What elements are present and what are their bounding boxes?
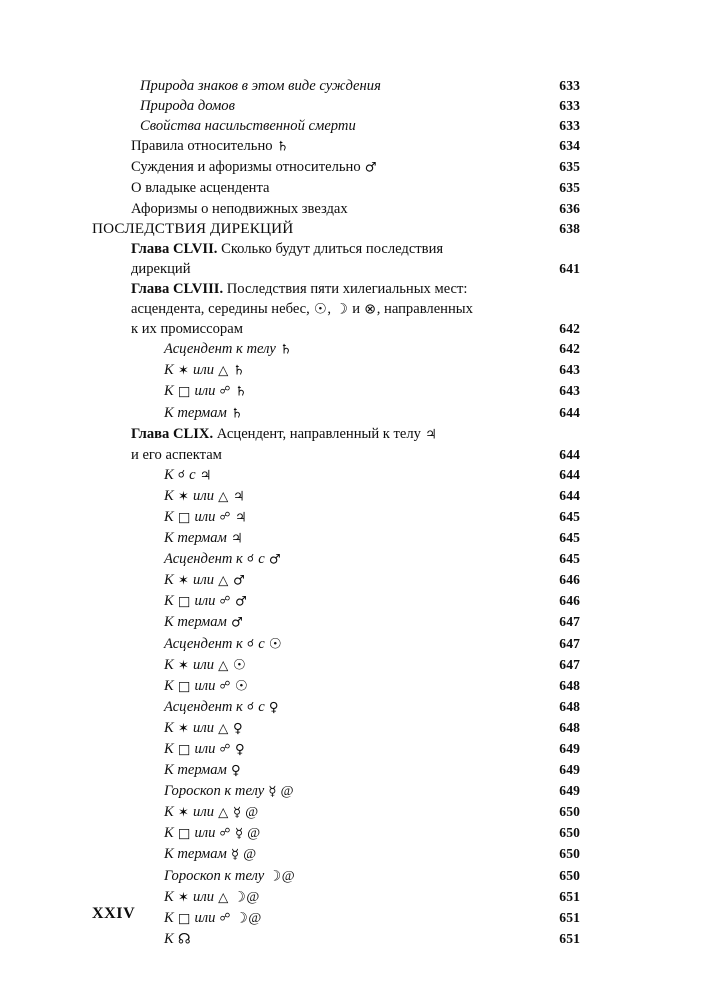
astro-glyph: ♄ xyxy=(232,363,245,379)
toc-entry[interactable] xyxy=(92,528,580,549)
astro-glyph: ♄ xyxy=(276,139,289,155)
toc-entry[interactable] xyxy=(92,116,580,136)
toc-entry[interactable] xyxy=(92,157,580,178)
toc-entry-label: Асцендент к ☌ с ♂ xyxy=(164,549,281,570)
toc-page-number: 645 xyxy=(559,530,580,546)
astro-glyph: △ xyxy=(218,363,229,379)
astro-glyph: △ xyxy=(218,573,229,589)
astro-glyph: @ xyxy=(243,847,257,863)
page-folio: XXIV xyxy=(92,905,136,922)
astro-glyph: ☉ xyxy=(234,678,248,695)
astro-glyph: □ xyxy=(177,679,191,695)
toc-page-number: 644 xyxy=(559,466,580,482)
toc-page-number: 645 xyxy=(559,551,580,567)
toc-entry-label: Афоризмы о неподвижных звездах xyxy=(131,200,348,217)
toc-page-number: 633 xyxy=(559,98,580,114)
toc-page-number: 643 xyxy=(559,362,580,378)
astro-glyph: □ xyxy=(177,510,191,526)
toc-entry[interactable] xyxy=(92,381,580,402)
toc-entry[interactable] xyxy=(92,486,580,507)
toc-page-number: 646 xyxy=(559,593,580,609)
astro-glyph: @ xyxy=(248,910,262,926)
toc-entry-label: Суждения и афоризмы относительно ♂ xyxy=(131,157,377,178)
toc-entry-label: Глава CLVII. Сколько будут длиться последствия xyxy=(131,240,444,257)
astro-glyph: ✶ xyxy=(177,363,189,379)
astro-glyph: ♃ xyxy=(199,468,212,484)
astro-glyph: ♂ xyxy=(364,160,377,176)
astro-glyph: ☽ xyxy=(234,910,248,927)
toc-entry-label: Асцендент к ☌ с ♀ xyxy=(164,697,279,718)
astro-glyph: ☊ xyxy=(177,931,191,948)
toc-entry[interactable] xyxy=(92,929,580,949)
astro-glyph: ☉ xyxy=(268,636,282,653)
astro-glyph: @ xyxy=(246,889,260,905)
toc-entry[interactable] xyxy=(92,802,580,823)
toc-entry[interactable] xyxy=(92,866,580,887)
astro-glyph: △ xyxy=(218,805,229,821)
toc-page-number: 647 xyxy=(559,614,580,630)
toc-entry[interactable] xyxy=(92,760,580,781)
toc-page-number: 649 xyxy=(559,741,580,756)
toc-entry-label: Глава CLVIII. Последствия пяти хилегиальных мест: xyxy=(131,280,468,297)
astro-glyph: ☉ xyxy=(232,657,246,674)
astro-glyph: ☿ xyxy=(231,847,240,863)
astro-glyph: □ xyxy=(177,826,191,842)
toc-entry-label: К термам ♃ xyxy=(164,528,243,549)
astro-glyph: ☌ xyxy=(247,700,255,713)
toc-entry[interactable] xyxy=(92,239,580,259)
astro-glyph: @ xyxy=(281,868,295,884)
astro-glyph: △ xyxy=(218,658,229,674)
astro-glyph: ✶ xyxy=(177,489,189,505)
toc-entry-label: К □ или ☍ ♄ xyxy=(164,381,247,402)
astro-glyph: □ xyxy=(177,384,191,400)
toc-entry[interactable] xyxy=(92,676,580,697)
toc-page-number: 648 xyxy=(559,698,580,714)
astro-glyph: ♀ xyxy=(232,721,243,737)
toc-entry[interactable] xyxy=(92,199,580,219)
toc-entry[interactable] xyxy=(92,279,580,299)
toc-entry[interactable] xyxy=(92,259,580,279)
toc-chapter-number: Глава CLVII. xyxy=(131,240,218,257)
toc-entry-label: Асцендент к телу ♄ xyxy=(164,339,292,360)
toc-page-number: 644 xyxy=(559,404,580,420)
astro-glyph: ☍ xyxy=(219,911,231,924)
toc-page-number: 642 xyxy=(559,341,580,357)
toc-entry[interactable] xyxy=(92,219,580,239)
toc-page-number: 651 xyxy=(559,930,580,946)
toc-entry-label: К □ или ☍ ☉ xyxy=(164,676,248,697)
toc-page-number: 633 xyxy=(559,118,580,134)
toc-entry-label: К ✶ или △ ☉ xyxy=(164,655,246,676)
astro-glyph: ♄ xyxy=(279,342,292,358)
toc-entry[interactable] xyxy=(92,570,580,591)
toc-page-number: 646 xyxy=(559,572,580,588)
astro-glyph: @ xyxy=(280,784,294,800)
toc-entry-label: К термам ♄ xyxy=(164,403,243,424)
toc-entry[interactable] xyxy=(92,403,580,424)
toc-entry-label: К □ или ☍ ☽@ xyxy=(164,908,261,929)
astro-glyph: ✶ xyxy=(177,721,189,737)
toc-page-number: 635 xyxy=(559,159,580,175)
toc-entry[interactable] xyxy=(92,908,580,929)
astro-glyph: ♂ xyxy=(231,615,243,631)
toc-entry-label: Гороскоп к телу ☽@ xyxy=(164,866,295,887)
toc-entry[interactable] xyxy=(92,299,580,319)
toc-entry-label: К термам ♀ xyxy=(164,760,241,781)
toc-page-number: 650 xyxy=(559,825,580,841)
toc-entry[interactable] xyxy=(92,424,580,445)
toc-entry-label: К ✶ или △ ☽@ xyxy=(164,887,259,908)
toc-entry-label: Глава CLIX. Асцендент, направленный к телу ♃ xyxy=(131,424,437,445)
toc-entry-label: Природа домов xyxy=(140,98,235,115)
toc-entry-label: и его аспектам xyxy=(131,446,222,463)
toc-entry-label: Правила относительно ♄ xyxy=(131,136,289,157)
toc-entry-label: К □ или ☍ ♀ xyxy=(164,739,245,760)
toc-entry-label: ПОСЛЕДСТВИЯ ДИРЕКЦИЙ xyxy=(92,219,294,237)
astro-glyph: □ xyxy=(177,594,191,610)
astro-glyph: ♀ xyxy=(231,763,241,779)
toc-chapter-number: Глава CLVIII. xyxy=(131,280,224,297)
toc-entry-label: асцендента, середины небес, ☉, ☽ и ⊗, направленных xyxy=(131,299,473,319)
toc-chapter-number: Глава CLIX. xyxy=(131,425,214,442)
astro-glyph: □ xyxy=(177,911,191,927)
astro-glyph: ♄ xyxy=(234,384,247,400)
toc-entry[interactable] xyxy=(92,178,580,198)
toc-page-number: 635 xyxy=(559,180,580,196)
astro-glyph: ♃ xyxy=(425,427,437,443)
toc-entry-label: Природа знаков в этом виде суждения xyxy=(140,78,381,94)
toc-entry-label: К □ или ☍ ☿ @ xyxy=(164,823,260,844)
toc-entry-label: К □ или ☍ ♃ xyxy=(164,507,247,528)
toc-entry-label: Свойства насильственной смерти xyxy=(140,118,356,135)
astro-glyph: ☌ xyxy=(247,552,255,565)
astro-glyph: △ xyxy=(218,890,229,906)
astro-glyph: ☍ xyxy=(219,594,231,607)
toc-entry-label: К ☌ с ♃ xyxy=(164,465,212,486)
astro-glyph: ☌ xyxy=(177,468,185,481)
astro-glyph: ✶ xyxy=(177,805,189,821)
astro-glyph: ⊗ xyxy=(364,301,377,318)
toc-page-number: 643 xyxy=(559,383,580,399)
astro-glyph: ☽ xyxy=(335,301,349,318)
astro-glyph: □ xyxy=(177,742,191,758)
toc-entry[interactable] xyxy=(92,887,580,908)
toc-page-number: 648 xyxy=(559,719,580,735)
toc-entry-label: К ✶ или △ ☿ @ xyxy=(164,802,258,823)
toc-entry-label: О владыке асцендента xyxy=(131,180,270,197)
astro-glyph: ☍ xyxy=(219,384,231,397)
toc-entry[interactable] xyxy=(92,136,580,157)
toc-entry[interactable] xyxy=(92,319,580,339)
astro-glyph: ☍ xyxy=(219,679,231,692)
toc-entry[interactable] xyxy=(92,781,580,802)
astro-glyph: ☿ xyxy=(234,826,244,842)
toc-page-number: 641 xyxy=(559,260,580,276)
toc-page-number: 650 xyxy=(559,804,580,820)
toc-entry[interactable] xyxy=(92,445,580,465)
toc-entry-label: дирекций xyxy=(131,260,191,277)
toc-page-number: 636 xyxy=(559,200,580,216)
toc-entry[interactable] xyxy=(92,739,580,760)
astro-glyph: ✶ xyxy=(177,573,189,589)
astro-glyph: ☍ xyxy=(219,826,231,839)
astro-glyph: @ xyxy=(245,805,259,821)
toc-page-number: 638 xyxy=(559,220,580,236)
toc-page-number: 633 xyxy=(559,78,580,93)
toc-entry-label: К ✶ или △ ♄ xyxy=(164,360,245,381)
toc-page-number: 634 xyxy=(559,138,580,154)
astro-glyph: ♀ xyxy=(268,700,279,716)
toc-page-number: 642 xyxy=(559,321,580,337)
toc-page-number: 649 xyxy=(559,783,580,799)
toc-entry-label: Асцендент к ☌ с ☉ xyxy=(164,634,282,655)
astro-glyph: ☿ xyxy=(232,805,242,821)
toc-page-number: 644 xyxy=(559,487,580,503)
toc-entry[interactable] xyxy=(92,591,580,612)
toc-page-number: 644 xyxy=(559,446,580,462)
astro-glyph: ✶ xyxy=(177,658,189,674)
astro-glyph: ♂ xyxy=(268,552,281,568)
astro-glyph: ♃ xyxy=(232,489,245,505)
astro-glyph: ♂ xyxy=(232,573,245,589)
astro-glyph: ☍ xyxy=(219,510,231,523)
toc-page-number: 651 xyxy=(559,909,580,925)
toc-entry-label: К термам ♂ xyxy=(164,612,243,633)
astro-glyph: @ xyxy=(247,826,261,842)
astro-glyph: ♃ xyxy=(234,510,247,526)
astro-glyph: ☌ xyxy=(247,637,255,650)
toc-page-number: 650 xyxy=(559,867,580,883)
toc-entry[interactable] xyxy=(92,549,580,570)
table-of-contents xyxy=(92,76,580,949)
astro-glyph: ♂ xyxy=(234,594,247,610)
toc-entry-label: К ☊ xyxy=(164,929,191,949)
astro-glyph: ☽ xyxy=(268,868,282,885)
toc-entry[interactable] xyxy=(92,612,580,633)
toc-entry[interactable] xyxy=(92,360,580,381)
toc-page-number: 650 xyxy=(559,846,580,862)
toc-entry[interactable] xyxy=(92,96,580,116)
toc-entry[interactable] xyxy=(92,339,580,360)
astro-glyph: ☽ xyxy=(232,889,246,906)
astro-glyph: △ xyxy=(218,489,229,505)
astro-glyph: △ xyxy=(218,721,229,737)
toc-entry[interactable] xyxy=(92,844,580,865)
toc-entry[interactable] xyxy=(92,697,580,718)
toc-entry-label: к их промиссорам xyxy=(131,321,243,338)
toc-entry[interactable] xyxy=(92,823,580,844)
astro-glyph: ♄ xyxy=(231,406,243,421)
astro-glyph: ☍ xyxy=(219,742,231,755)
astro-glyph: ☉ xyxy=(313,301,327,318)
toc-entry[interactable] xyxy=(92,634,580,655)
toc-entry[interactable] xyxy=(92,465,580,486)
toc-page-number: 647 xyxy=(559,635,580,651)
toc-entry-label: К термам ☿ @ xyxy=(164,844,256,865)
toc-page-number: 651 xyxy=(559,888,580,904)
toc-entry[interactable] xyxy=(92,76,580,96)
toc-entry[interactable] xyxy=(92,507,580,528)
astro-glyph: ☿ xyxy=(268,784,277,800)
toc-entry[interactable] xyxy=(92,718,580,739)
astro-glyph: ♀ xyxy=(234,742,245,758)
toc-page-number: 648 xyxy=(559,677,580,693)
toc-entry-label: К ✶ или △ ♃ xyxy=(164,486,245,507)
toc-page-number: 645 xyxy=(559,508,580,524)
toc-entry-label: К ✶ или △ ♂ xyxy=(164,570,245,591)
toc-page-number: 647 xyxy=(559,656,580,672)
astro-glyph: ✶ xyxy=(177,890,189,906)
astro-glyph: ♃ xyxy=(231,531,243,547)
toc-entry-label: Гороскоп к телу ☿ @ xyxy=(164,781,294,802)
toc-entry-label: К □ или ☍ ♂ xyxy=(164,591,247,612)
toc-entry[interactable] xyxy=(92,655,580,676)
toc-page-number: 649 xyxy=(559,762,580,778)
toc-entry-label: К ✶ или △ ♀ xyxy=(164,718,243,739)
